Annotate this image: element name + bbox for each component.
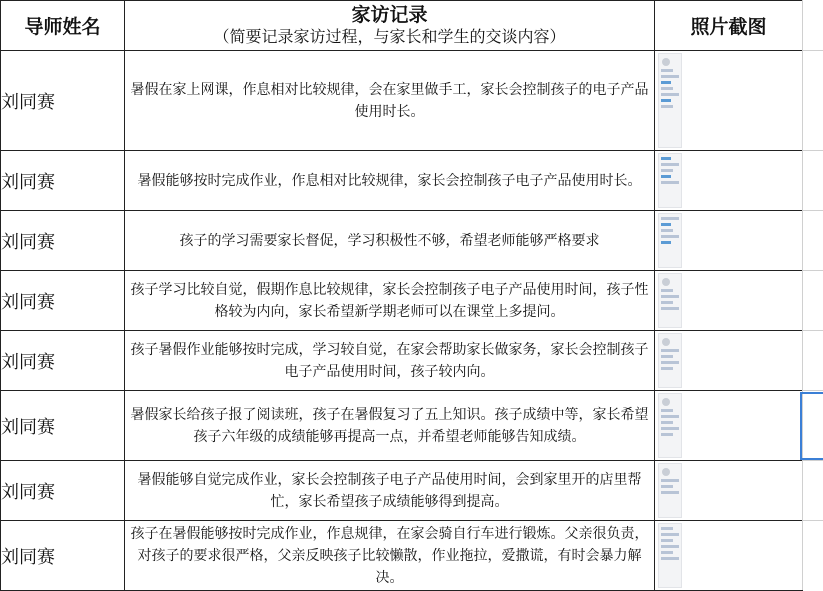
header-teacher-name[interactable]: 导师姓名	[1, 1, 125, 51]
selected-cell-outline[interactable]	[800, 392, 823, 460]
grid-line	[802, 460, 823, 461]
photo-cell[interactable]	[655, 521, 803, 591]
header-record-title: 家访记录	[351, 3, 428, 26]
visit-record-cell[interactable]: 孩子暑假作业能够按时完成，学习较自觉，在家会帮助家长做家务，家长会控制孩子电子产品使用时间，孩子较内向。	[125, 331, 655, 391]
header-photo[interactable]: 照片截图	[655, 1, 803, 51]
grid-line	[802, 520, 823, 521]
visit-record-cell[interactable]: 孩子的学习需要家长督促，学习积极性不够，希望老师能够严格要求	[125, 211, 655, 271]
grid-line	[802, 150, 823, 151]
grid-line	[802, 210, 823, 211]
avatar	[662, 278, 670, 286]
teacher-name-cell[interactable]: 刘同赛	[1, 331, 125, 391]
grid-line	[802, 330, 823, 331]
visit-record-cell[interactable]: 孩子学习比较自觉，假期作息比较规律，家长会控制孩子电子产品使用时间，孩子性格较为内向，家长希望新学期老师可以在课堂上多提问。	[125, 271, 655, 331]
grid-line	[802, 270, 823, 271]
grid-line	[802, 390, 823, 391]
screenshot-thumbnail[interactable]	[658, 153, 682, 208]
visit-record-cell[interactable]: 暑假能够自觉完成作业，家长会控制孩子电子产品使用时间，会到家里开的店里帮忙，家长希望孩子成绩能够得到提高。	[125, 461, 655, 521]
teacher-name-cell[interactable]: 刘同赛	[1, 391, 125, 461]
table-row	[1, 51, 803, 151]
header-record-subtitle: （简要记录家访过程，与家长和学生的交谈内容）	[213, 26, 566, 46]
screenshot-thumbnail[interactable]	[658, 273, 682, 328]
teacher-name-cell[interactable]: 刘同赛	[1, 461, 125, 521]
screenshot-thumbnail[interactable]	[658, 463, 682, 518]
visit-record-cell[interactable]: 孩子在暑假能够按时完成作业，作息规律，在家会骑自行车进行锻炼。父亲很负责，对孩子的要求很严格，父亲反映孩子比较懒散，作业拖拉，爱撒谎，有时会暴力解决。	[125, 521, 655, 591]
screenshot-thumbnail[interactable]	[658, 53, 682, 148]
header-visit-record[interactable]	[125, 1, 655, 51]
photo-cell[interactable]	[655, 391, 803, 461]
photo-cell[interactable]	[655, 51, 803, 151]
photo-cell[interactable]	[655, 151, 803, 211]
avatar	[662, 468, 670, 476]
avatar	[662, 398, 670, 406]
header-row	[1, 1, 803, 51]
table-row	[1, 521, 803, 591]
table-row	[1, 331, 803, 391]
table-row	[1, 271, 803, 331]
table-row	[1, 151, 803, 211]
photo-cell[interactable]	[655, 271, 803, 331]
teacher-name-cell[interactable]: 刘同赛	[1, 521, 125, 591]
visit-record-cell[interactable]: 暑假在家上网课，作息相对比较规律，会在家里做手工，家长会控制孩子的电子产品使用时长。	[125, 51, 655, 151]
teacher-name-cell[interactable]: 刘同赛	[1, 151, 125, 211]
screenshot-thumbnail[interactable]	[658, 213, 682, 268]
grid-line	[802, 50, 823, 51]
avatar	[662, 58, 670, 66]
photo-cell[interactable]	[655, 331, 803, 391]
screenshot-thumbnail[interactable]	[658, 393, 682, 458]
screenshot-thumbnail[interactable]	[658, 523, 682, 588]
screenshot-thumbnail[interactable]	[658, 333, 682, 388]
photo-cell[interactable]	[655, 211, 803, 271]
teacher-name-cell[interactable]: 刘同赛	[1, 271, 125, 331]
visit-record-cell[interactable]: 暑假家长给孩子报了阅读班，孩子在暑假复习了五上知识。孩子成绩中等，家长希望孩子六年级的成绩能够再提高一点，并希望老师能够告知成绩。	[125, 391, 655, 461]
table-row	[1, 391, 803, 461]
grid-line	[802, 0, 803, 590]
photo-cell[interactable]	[655, 461, 803, 521]
teacher-name-cell[interactable]: 刘同赛	[1, 211, 125, 271]
teacher-name-cell[interactable]: 刘同赛	[1, 51, 125, 151]
visit-record-cell[interactable]: 暑假能够按时完成作业，作息相对比较规律，家长会控制孩子电子产品使用时长。	[125, 151, 655, 211]
avatar	[662, 338, 670, 346]
table-row	[1, 461, 803, 521]
table-row	[1, 211, 803, 271]
